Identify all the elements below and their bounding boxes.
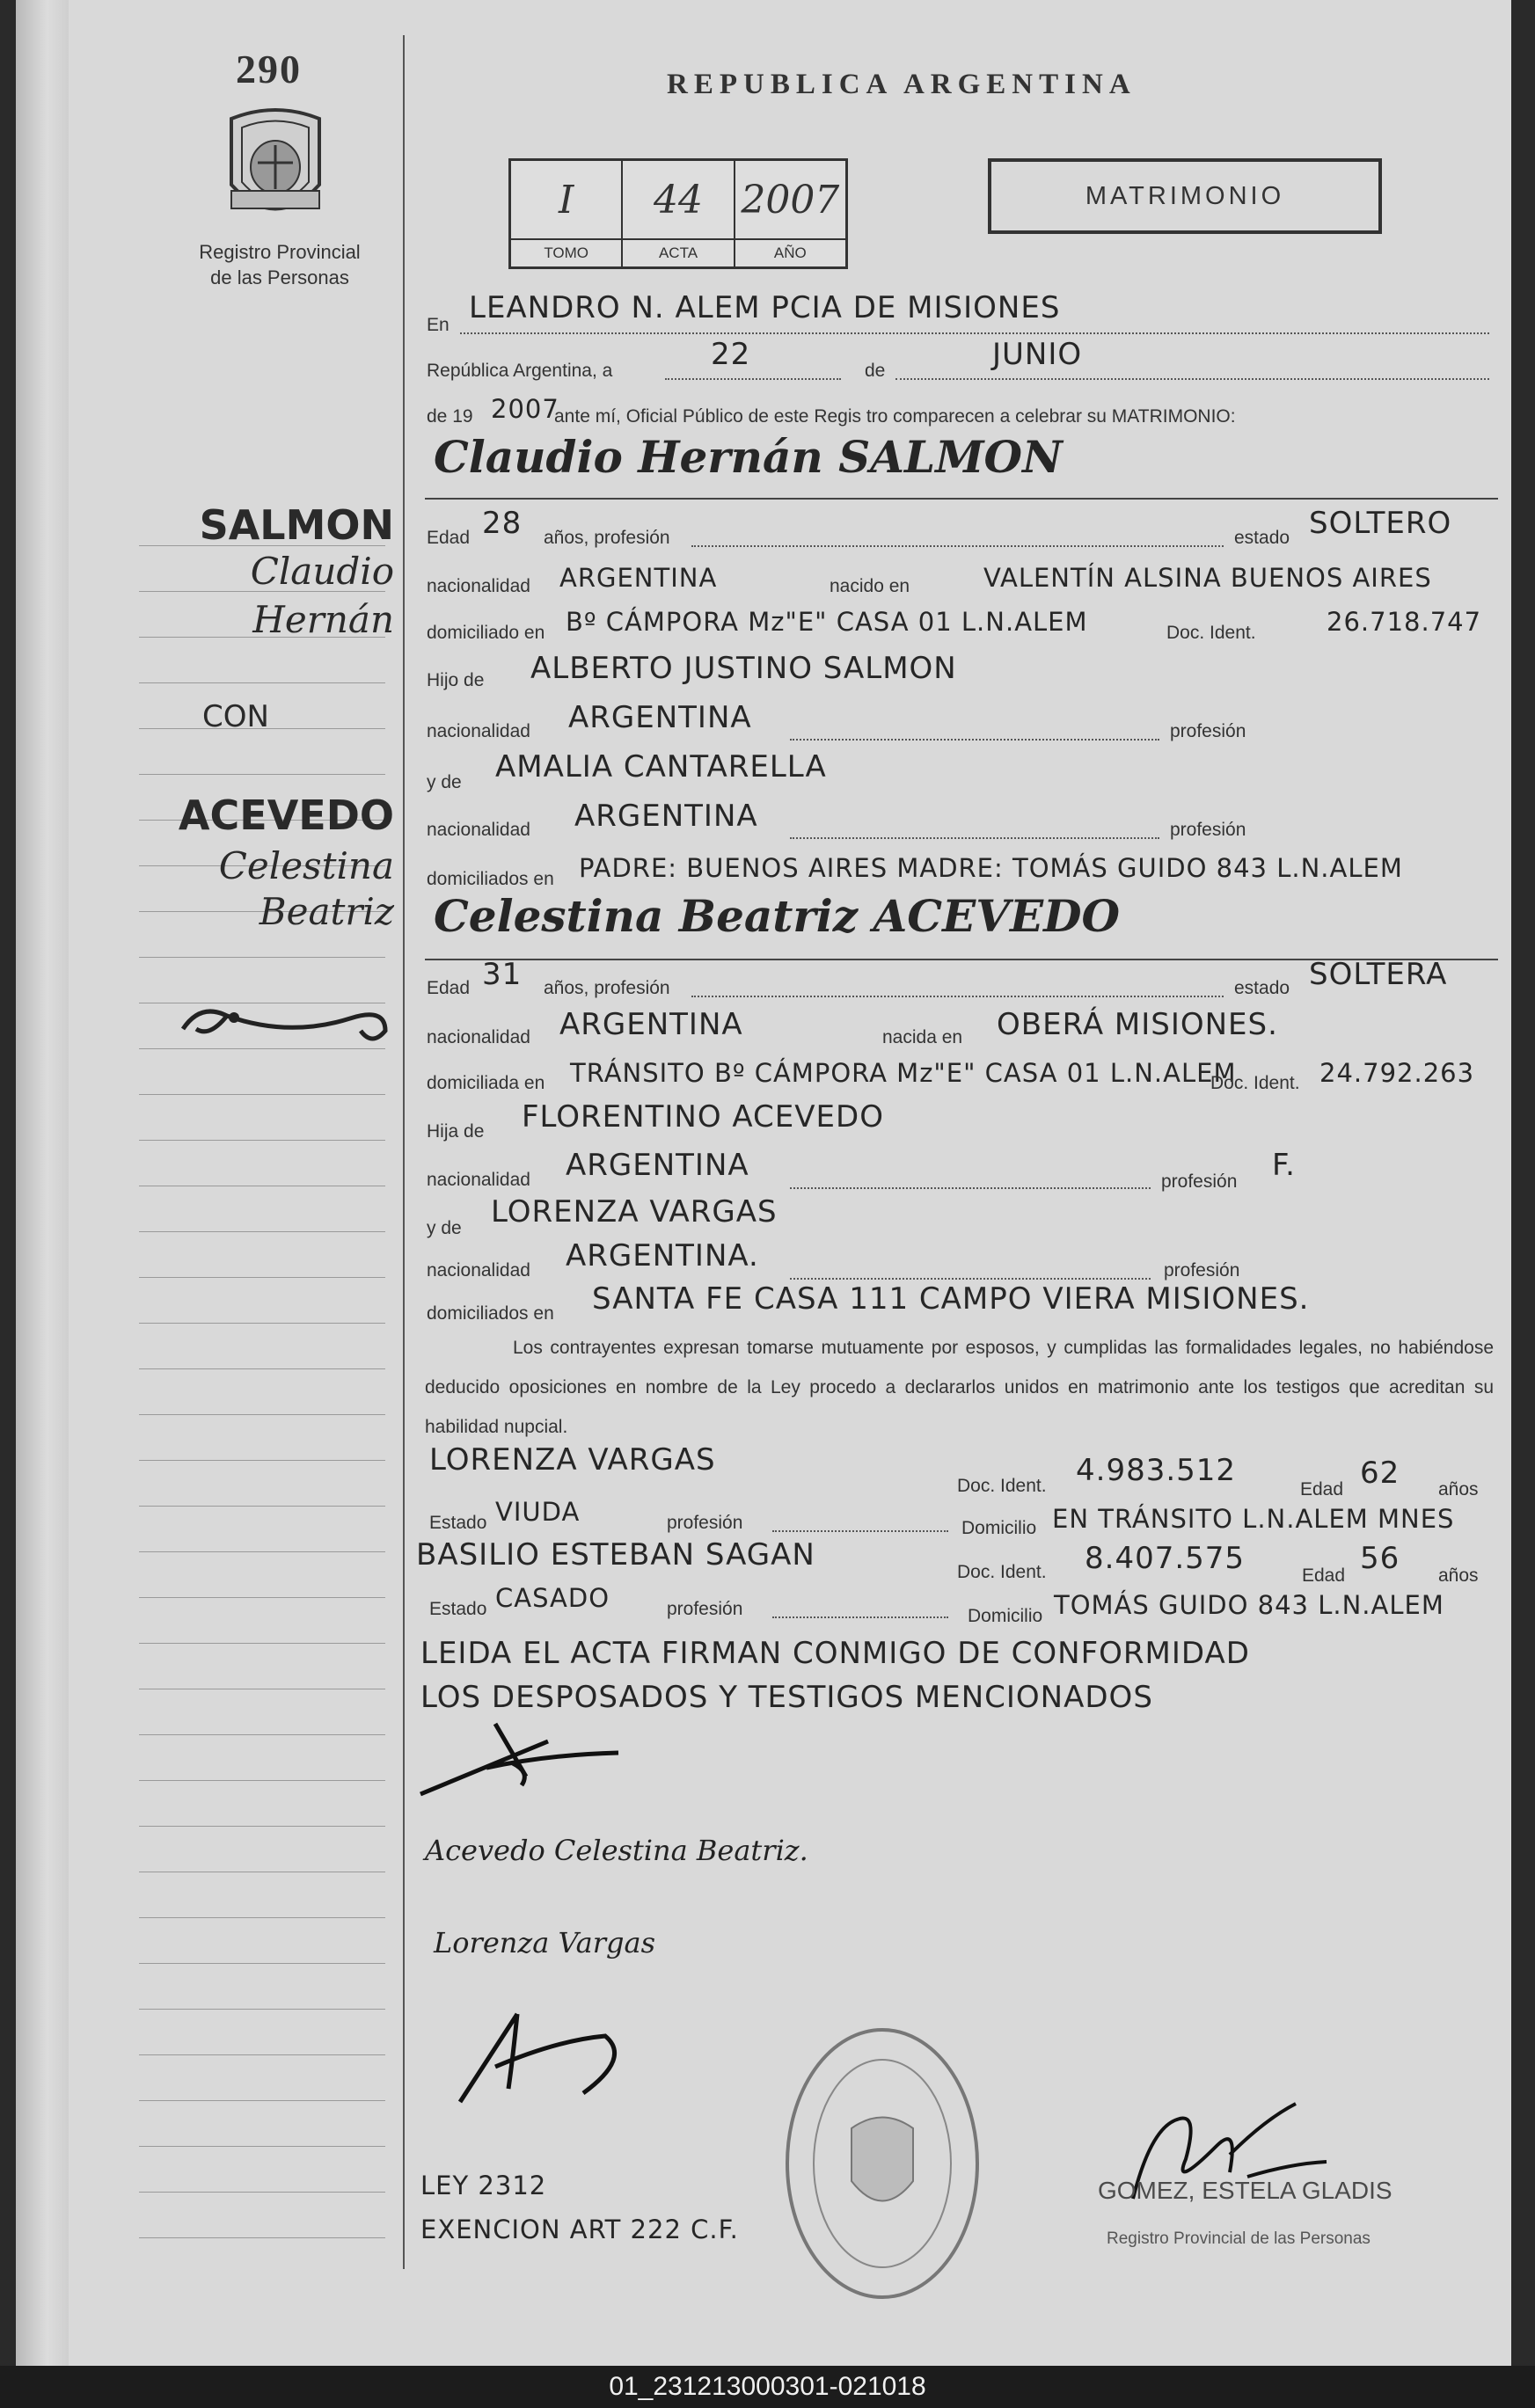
bride-father-prof: F. <box>1272 1148 1296 1183</box>
closing-line2: LOS DESPOSADOS Y TESTIGOS MENCIONADOS <box>420 1680 1153 1715</box>
margin-rule-line <box>139 682 385 683</box>
groom-signature-icon <box>416 1711 627 1807</box>
label-nacionalidad: nacionalidad <box>427 1027 530 1047</box>
dotted-line <box>790 1278 1151 1280</box>
label-de: de <box>865 361 886 381</box>
bride-mother-nac: ARGENTINA. <box>566 1238 759 1273</box>
margin-rule-line <box>139 2192 385 2193</box>
label-profesion: profesión <box>1164 1260 1240 1281</box>
margin-groom-name2: Hernán <box>252 598 394 641</box>
bride-doc: 24.792.263 <box>1319 1058 1475 1088</box>
groom-full-name: Claudio Hernán SALMON <box>434 431 1063 483</box>
label-anios-profesion: años, profesión <box>544 528 670 548</box>
label-hijo-de: Hijo de <box>427 670 485 690</box>
margin-rule-line <box>139 1734 385 1735</box>
margin-rule-line <box>139 2054 385 2055</box>
tomo-cell <box>511 161 623 266</box>
label-profesion: profesión <box>667 1599 743 1619</box>
margin-rule-line <box>139 1551 385 1552</box>
witness1-estado: VIUDA <box>495 1497 581 1527</box>
anio-label: AÑO <box>735 238 845 266</box>
dotted-line <box>665 378 841 380</box>
margin-divider <box>403 35 405 2269</box>
bride-nacionalidad: ARGENTINA <box>559 1007 743 1042</box>
witness2-estado: CASADO <box>495 1583 610 1613</box>
label-edad-witness: Edad <box>1302 1565 1346 1586</box>
groom-nacido-en: VALENTÍN ALSINA BUENOS AIRES <box>983 563 1432 593</box>
witness1-domicilio: EN TRÁNSITO L.N.ALEM MNES <box>1052 1504 1455 1534</box>
label-doc-ident: Doc. Ident. <box>1166 623 1256 643</box>
bride-estado: SOLTERA <box>1309 957 1448 992</box>
margin-bride-name2: Beatriz <box>259 890 394 933</box>
witness2-doc: 8.407.575 <box>1085 1541 1246 1576</box>
dotted-line <box>691 545 1224 547</box>
witness2-name: BASILIO ESTEBAN SAGAN <box>416 1537 815 1572</box>
label-de-year: de 19 <box>427 406 473 427</box>
label-nacida-en: nacida en <box>882 1027 963 1047</box>
label-domiciliados-en: domiciliados en <box>427 869 554 889</box>
margin-rule-line <box>139 1506 385 1507</box>
dotted-line <box>460 332 1489 334</box>
margin-con: CON <box>202 699 269 734</box>
label-domiciliados-en: domiciliados en <box>427 1303 554 1324</box>
margin-flourish-icon <box>174 994 403 1055</box>
label-doc-ident: Doc. Ident. <box>957 1476 1047 1496</box>
groom-parents-dom: PADRE: BUENOS AIRES MADRE: TOMÁS GUIDO 843 L.N.ALEM <box>579 853 1403 883</box>
margin-rule-line <box>139 2009 385 2010</box>
margin-rule-line <box>139 1094 385 1095</box>
label-estado-witness: Estado <box>429 1513 487 1533</box>
label-en: En <box>427 315 450 335</box>
margin-rule-line <box>139 2146 385 2147</box>
record-type-box: MATRIMONIO <box>988 158 1382 234</box>
dotted-line <box>790 837 1159 839</box>
witness1-age: 62 <box>1360 1456 1400 1491</box>
label-doc-ident: Doc. Ident. <box>1210 1073 1300 1093</box>
label-edad: Edad <box>427 978 471 998</box>
margin-groom-surname: SALMON <box>199 501 394 549</box>
witness1-name: LORENZA VARGAS <box>429 1442 716 1478</box>
dotted-line <box>691 996 1224 997</box>
margin-groom-name1: Claudio <box>250 550 394 593</box>
label-hija-de: Hija de <box>427 1121 485 1142</box>
label-y-de: y de <box>427 1218 462 1238</box>
groom-age: 28 <box>482 506 523 541</box>
note-ley: LEY 2312 <box>420 2171 547 2200</box>
groom-domicilio: Bº CÁMPORA Mz"E" CASA 01 L.N.ALEM <box>566 607 1088 637</box>
page-number: 290 <box>236 47 302 91</box>
label-nacionalidad: nacionalidad <box>427 820 530 840</box>
dotted-line <box>772 1530 948 1532</box>
label-nacido-en: nacido en <box>830 576 910 596</box>
legal-declaration: Los contrayentes expresan tomarse mutuamente por esposos, y cumplidas las formalidades legales, no habiéndose deducido oposiciones en nombre de la Ley procedo a declararlos unidos en matrimonio ante los testigos que acreditan su habilidad nupcial. <box>425 1338 1494 1437</box>
day-value: 22 <box>711 337 751 372</box>
label-ante-mi: ante mí, Oficial Público de este Regis tro comparecen a celebrar su MATRIMONIO: <box>554 406 1236 427</box>
label-nacionalidad: nacionalidad <box>427 576 530 596</box>
anio-cell <box>735 161 845 266</box>
margin-rule-line <box>139 1780 385 1781</box>
margin-bride-name1: Celestina <box>218 844 394 887</box>
groom-mother: AMALIA CANTARELLA <box>495 749 827 784</box>
margin-rule-line <box>139 1323 385 1324</box>
margin-rule-line <box>139 1643 385 1644</box>
bride-parents-dom: SANTA FE CASA 111 CAMPO VIERA MISIONES. <box>592 1281 1310 1317</box>
margin-rule-line <box>139 1231 385 1232</box>
margin-rule-line <box>139 1963 385 1964</box>
margin-rule-line <box>139 774 385 775</box>
witness-signature: Lorenza Vargas <box>434 1926 655 1959</box>
label-estado-witness: Estado <box>429 1599 487 1619</box>
witness1-doc: 4.983.512 <box>1076 1453 1237 1488</box>
acta-cell <box>623 161 735 266</box>
tomo-label: TOMO <box>511 238 621 266</box>
groom-mother-nac: ARGENTINA <box>574 799 758 834</box>
country-title: REPUBLICA ARGENTINA <box>667 69 1137 100</box>
bride-father-nac: ARGENTINA <box>566 1148 749 1183</box>
witness2-signature-icon <box>451 1988 654 2111</box>
label-anios-profesion: años, profesión <box>544 978 670 998</box>
label-edad-witness: Edad <box>1300 1479 1344 1500</box>
label-nacionalidad: nacionalidad <box>427 721 530 741</box>
official-stamp-subtitle: Registro Provincial de las Personas <box>1107 2229 1371 2248</box>
image-identifier: 01_231213000301-021018 <box>0 2366 1535 2408</box>
margin-rule-line <box>139 1368 385 1369</box>
closing-line1: LEIDA EL ACTA FIRMAN CONMIGO DE CONFORMIDAD <box>420 1636 1250 1671</box>
label-republica: República Argentina, a <box>427 361 613 381</box>
label-estado: estado <box>1234 528 1290 548</box>
dotted-line <box>772 1616 948 1618</box>
label-y-de: y de <box>427 772 462 792</box>
acta-value: 44 <box>653 177 703 223</box>
dotted-line <box>790 739 1159 741</box>
label-anios: años <box>1438 1565 1479 1586</box>
label-domiciliada-en: domiciliada en <box>427 1073 545 1093</box>
witness2-age: 56 <box>1360 1541 1400 1576</box>
year-value: 2007 <box>491 394 559 424</box>
margin-rule-line <box>139 1140 385 1141</box>
label-profesion: profesión <box>1161 1171 1238 1192</box>
tomo-value: I <box>558 177 574 223</box>
margin-rule-line <box>139 957 385 958</box>
margin-rule-line <box>139 2100 385 2101</box>
registry-name: Registro Provincial de las Personas <box>199 241 361 288</box>
official-seal-icon <box>781 2023 983 2304</box>
label-estado: estado <box>1234 978 1290 998</box>
groom-father-nac: ARGENTINA <box>568 700 752 735</box>
groom-doc: 26.718.747 <box>1327 607 1482 637</box>
margin-rule-line <box>139 1826 385 1827</box>
label-nacionalidad: nacionalidad <box>427 1170 530 1190</box>
margin-rule-line <box>139 1597 385 1598</box>
margin-rule-line <box>139 1917 385 1918</box>
margin-bride-surname: ACEVEDO <box>178 792 394 839</box>
witness2-domicilio: TOMÁS GUIDO 843 L.N.ALEM <box>1054 1590 1444 1620</box>
label-nacionalidad: nacionalidad <box>427 1260 530 1281</box>
book-binding <box>16 0 69 2366</box>
bride-father: FLORENTINO ACEVEDO <box>522 1099 884 1135</box>
label-profesion: profesión <box>1170 820 1246 840</box>
margin-rule-line <box>139 1414 385 1415</box>
month-value: JUNIO <box>992 337 1083 372</box>
official-stamp-name: GOMEZ, ESTELA GLADIS <box>1098 2177 1392 2204</box>
label-domicilio: Domicilio <box>968 1606 1043 1626</box>
bride-mother: LORENZA VARGAS <box>491 1194 778 1230</box>
bride-age: 31 <box>482 957 523 992</box>
record-page <box>16 0 1511 2366</box>
margin-rule-line <box>139 2237 385 2238</box>
label-profesion: profesión <box>667 1513 743 1533</box>
dotted-line <box>790 1187 1151 1189</box>
record-number-box <box>508 158 848 269</box>
margin-rule-line <box>139 1277 385 1278</box>
label-doc-ident: Doc. Ident. <box>957 1562 1047 1582</box>
bride-signature: Acevedo Celestina Beatriz. <box>425 1834 808 1867</box>
bride-full-name: Celestina Beatriz ACEVEDO <box>434 890 1121 942</box>
groom-nacionalidad: ARGENTINA <box>559 563 718 593</box>
anio-value: 2007 <box>741 177 840 223</box>
label-edad: Edad <box>427 528 471 548</box>
label-domiciliado-en: domiciliado en <box>427 623 545 643</box>
groom-estado: SOLTERO <box>1309 506 1452 541</box>
place-value: LEANDRO N. ALEM PCIA DE MISIONES <box>469 290 1061 325</box>
margin-rule-line <box>139 1460 385 1461</box>
label-anios: años <box>1438 1479 1479 1500</box>
acta-label: ACTA <box>623 238 733 266</box>
note-exencion: EXENCION ART 222 C.F. <box>420 2215 739 2244</box>
label-profesion: profesión <box>1170 721 1246 741</box>
label-domicilio: Domicilio <box>961 1518 1037 1538</box>
bride-domicilio: TRÁNSITO Bº CÁMPORA Mz"E" CASA 01 L.N.ALEM <box>570 1058 1237 1088</box>
bride-nacida-en: OBERÁ MISIONES. <box>997 1007 1278 1042</box>
section-rule <box>425 498 1498 500</box>
groom-father: ALBERTO JUSTINO SALMON <box>530 651 957 686</box>
dotted-line <box>895 378 1489 380</box>
provincial-crest-icon <box>214 101 337 233</box>
